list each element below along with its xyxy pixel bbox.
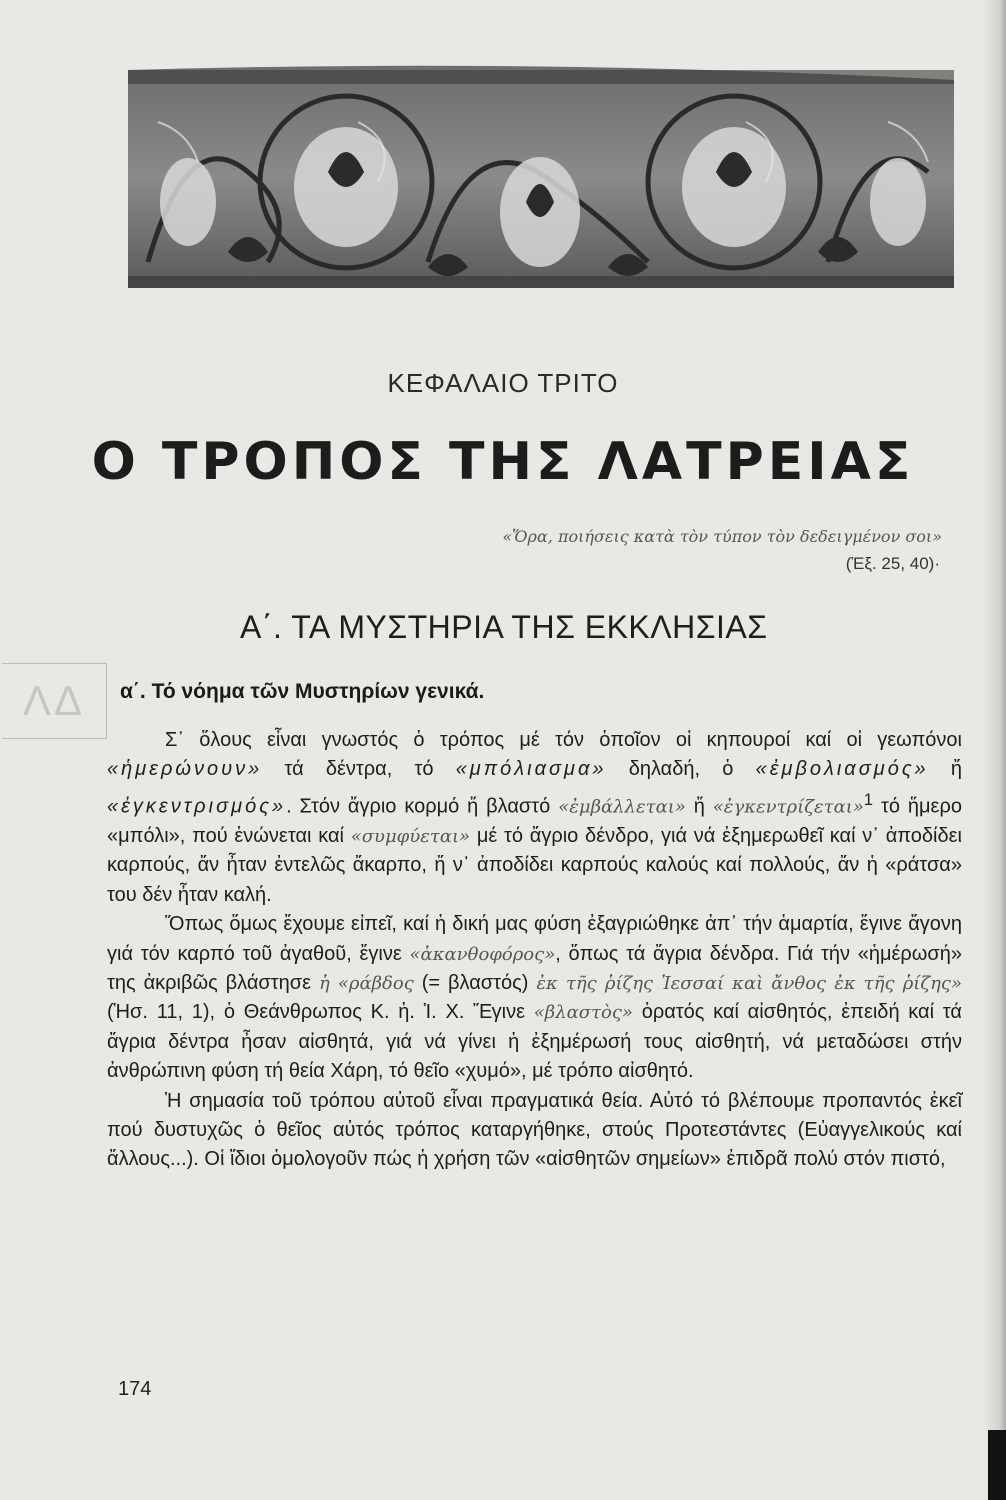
ornamental-header-band xyxy=(128,62,954,294)
margin-thumb-tab: ΛΔ xyxy=(2,663,107,739)
epigraph-reference: (Ἐξ. 25, 40)· xyxy=(845,554,940,573)
chapter-title: Ο ΤΡΟΠΟΣ ΤΗΣ ΛΑΤΡΕΙΑΣ xyxy=(91,432,915,492)
section-heading: Α΄. ΤΑ ΜΥΣΤΗΡΙΑ ΤΗΣ ΕΚΚΛΗΣΙΑΣ xyxy=(240,609,768,645)
footnote-marker: 1 xyxy=(863,789,874,809)
paragraph-1: Σ᾿ ὅλους εἶναι γνωστός ὁ τρόπος μέ τόν ὁποῖον οἱ κηπουροί καί οἱ γεωπόνοι «ἡμερώνουν» τά δέντρα, τό «μπόλιασμα» δηλαδή, ὁ «ἐμβολιασμός» ἤ «ἐγκεντρισμός». Στόν ἄγριο κορμό ἤ βλαστό «ἐμβάλλεται» ἤ «ἐγκεντρίζεται»$^1$ τό ἥμερο «μπόλι», πού ἑνώνεται καί «συμφύεται» μέ τό ἄγριο δένδρο, γιά νά ἐξημερωθεῖ καί ν᾿ ἀποδίδει καρπούς, ἄν ἦταν ἐντελῶς ἄκαρπο, ἤ ν᾿ ἀποδίδει καρπούς καλούς καί πολλούς, ἄν ἡ «ράτσα» του δέν ἦταν καλή. xyxy=(107,729,963,906)
page-number: 174 xyxy=(118,1378,152,1400)
epigraph-quote: «Ὅρα, ποιήσεις κατὰ τὸν τύπον τὸν δεδειγμένον σοι» xyxy=(502,527,942,546)
paragraph-3: Ἡ σημασία τοῦ τρόπου αὐτοῦ εἶναι πραγματικά θεία. Αὐτό τό βλέπουμε προπαντός ἐκεῖ πού δυστυχῶς ὁ θεῖος αὐτός τρόπος καταργήθηκε, στούς Προτεστάντες (Εὐαγγελικούς καί ἄλλους...). Οἱ ἴδιοι ὁμολογοῦν πώς ἡ χρήση τῶν «αἰσθητῶν σημείων» ἐπιδρᾶ πολύ στόν πιστό, xyxy=(107,1089,962,1171)
corner-mark xyxy=(988,1430,1006,1500)
page-edge-shadow xyxy=(984,0,1006,1500)
body-text xyxy=(107,726,962,1175)
paragraph-2: Ὅπως ὅμως ἔχουμε εἰπεῖ, καί ἡ δική μας φύση ἐξαγριώθηκε ἀπ᾿ τήν ἁμαρτία, ἔγινε ἄγονη γιά τόν καρπό τοῦ ἀγαθοῦ, ἔγινε «ἀκανθοφόρος», ὅπως τά ἄγρια δένδρα. Γιά τήν «ἡμέρωσή» της ἀκριβῶς βλάστησε ἡ «ράβδος (= βλαστός) ἐκ τῆς ῥίζης Ἰεσσαί καὶ ἄνθος ἐκ τῆς ῥίζης» (Ἡσ. 11, 1), ὁ Θεάνθρωπος Κ. ἡ. Ἰ. Χ. Ἔγινε «βλαστὸς» ὁρατός καί αἰσθητός, ἐπειδή καί τά ἄγρια δέντρα ἦσαν αἰσθητά, γιά νά γίνει ἡ ἐξημέρωσή τους αἰσθητή, νά μεταδώσει στήν ἀνθρώπινη φύση τή θεία Χάρη, τό θεῖο «χυμό», μέ τρόπο αἰσθητό. xyxy=(107,913,962,1083)
chapter-label: ΚΕΦΑΛΑΙΟ ΤΡΙΤΟ xyxy=(387,368,619,398)
subsection-heading: α΄. Τό νόημα τῶν Μυστηρίων γενικά. xyxy=(120,680,485,703)
